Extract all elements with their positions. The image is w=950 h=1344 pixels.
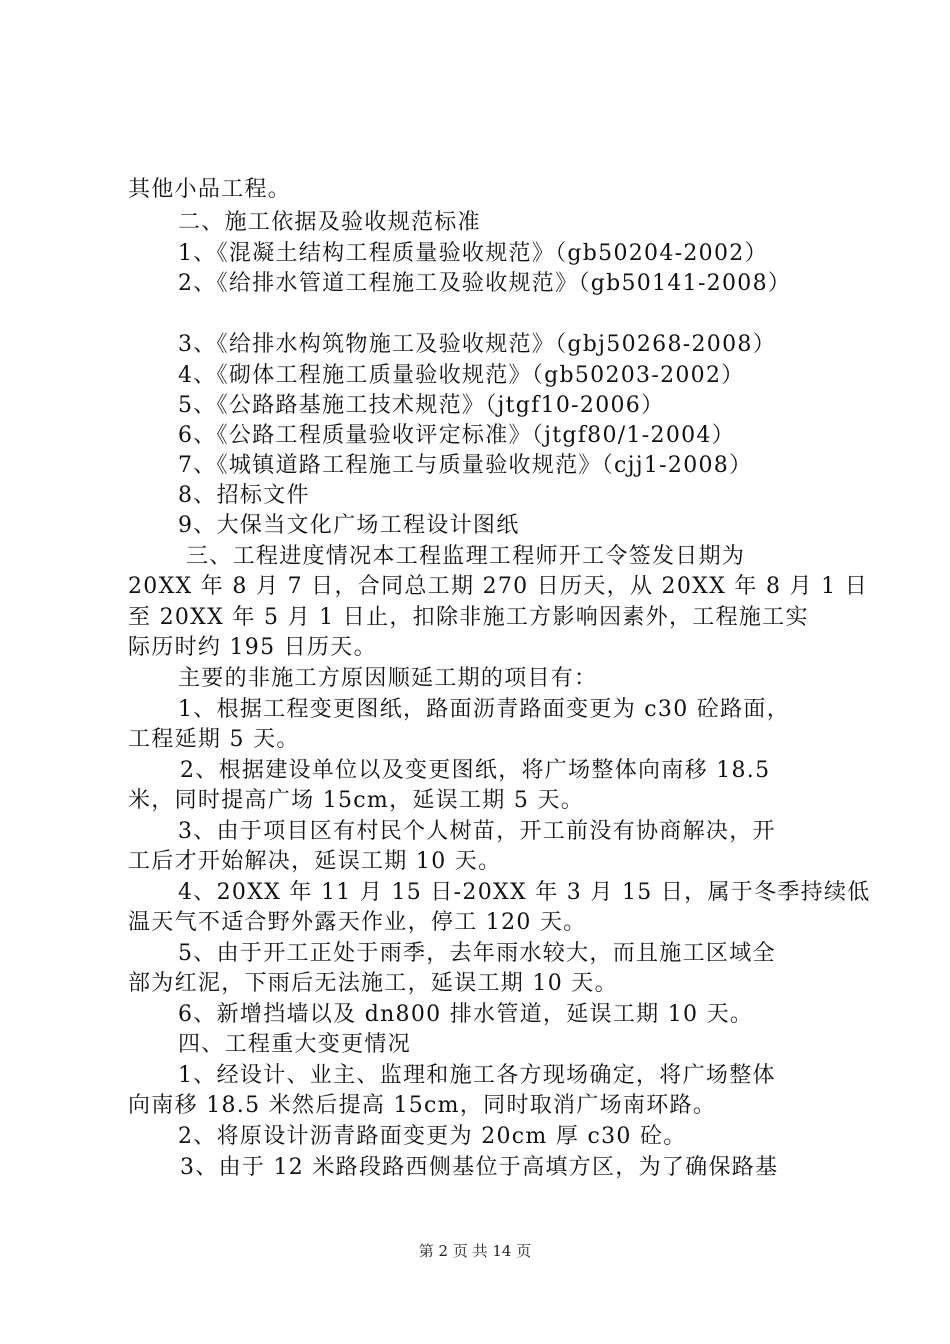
- section-heading: 四、工程重大变更情况: [178, 1032, 412, 1057]
- text-line: 至 20XX 年 5 月 1 日止，扣除非施工方影响因素外，工程施工实: [128, 605, 809, 630]
- list-item: 6、《公路工程质量验收评定标准》（jtgf80/1-2004）: [178, 423, 736, 448]
- list-item: 2、将原设计沥青路面变更为 20cm 厚 c30 砼。: [178, 1124, 687, 1149]
- list-item: 4、《砌体工程施工质量验收规范》（gb50203-2002）: [178, 363, 745, 388]
- text-line: 米，同时提高广场 15cm，延误工期 5 天。: [128, 788, 585, 813]
- list-item: 9、大保当文化广场工程设计图纸: [178, 513, 520, 538]
- text-line: 部为红泥，下雨后无法施工，延误工期 10 天。: [128, 971, 618, 996]
- text-line: 20XX 年 8 月 7 日，合同总工期 270 日历天，从 20XX 年 8 月 1 日: [128, 574, 869, 599]
- list-item: 3、由于项目区有村民个人树苗，开工前没有协商解决，开: [178, 819, 776, 844]
- list-item: 1、根据工程变更图纸，路面沥青路面变更为 c30 砼路面，: [178, 697, 791, 722]
- list-item: 1、《混凝土结构工程质量验收规范》（gb50204-2002）: [178, 241, 768, 266]
- list-item: 1、经设计、业主、监理和施工各方现场确定，将广场整体: [178, 1063, 776, 1088]
- text-line: 主要的非施工方原因顺延工期的项目有：: [178, 666, 598, 691]
- list-item: 7、《城镇道路工程施工与质量验收规范》（cjj1-2008）: [178, 453, 753, 478]
- list-item: 2、《给排水管道工程施工及验收规范》（gb50141-2008）: [178, 271, 792, 296]
- list-item: 5、《公路路基施工技术规范》（jtgf10-2006）: [178, 393, 665, 418]
- page-footer: 第 2 页 共 14 页: [418, 1242, 532, 1260]
- list-item: 3、由于 12 米路段路西侧基位于高填方区，为了确保路基: [180, 1155, 779, 1180]
- section-heading: 二、施工依据及验收规范标准: [178, 210, 481, 235]
- text-line: 其他小品工程。: [128, 177, 292, 202]
- list-item: 8、招标文件: [178, 483, 310, 508]
- list-item: 2、根据建设单位以及变更图纸，将广场整体向南移 18.5: [180, 758, 771, 783]
- list-item: 6、新增挡墙以及 dn800 排水管道，延误工期 10 天。: [178, 1002, 754, 1027]
- list-item: 3、《给排水构筑物施工及验收规范》（gbj50268-2008）: [178, 332, 776, 357]
- text-line: 温天气不适合野外露天作业，停工 120 天。: [128, 910, 587, 935]
- text-line: 工程延期 5 天。: [128, 727, 300, 752]
- section-heading: 三、工程进度情况本工程监理工程师开工令签发日期为: [186, 544, 746, 569]
- text-line: 际历时约 195 日历天。: [128, 635, 377, 660]
- text-line: 向南移 18.5 米然后提高 15cm，同时取消广场南环路。: [128, 1093, 717, 1118]
- text-line: 工后才开始解决，延误工期 10 天。: [128, 849, 502, 874]
- list-item: 4、20XX 年 11 月 15 日-20XX 年 3 月 15 日，属于冬季持续低: [178, 880, 871, 905]
- list-item: 5、由于开工正处于雨季，去年雨水较大，而且施工区域全: [178, 941, 776, 966]
